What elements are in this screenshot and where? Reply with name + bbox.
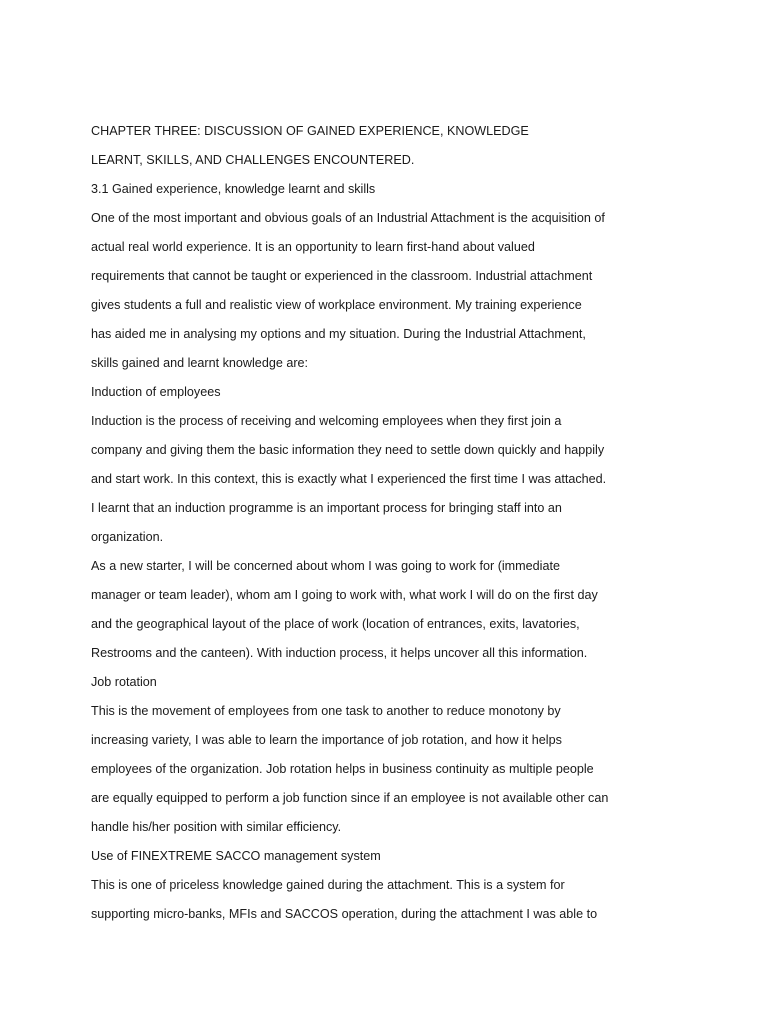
body-text-line: skills gained and learnt knowledge are: <box>91 356 309 370</box>
body-text-line: employees of the organization. Job rotation helps in business continuity as multiple people <box>91 762 594 776</box>
chapter-title-line-1: CHAPTER THREE: DISCUSSION OF GAINED EXPERIENCE, KNOWLEDGE <box>91 124 529 138</box>
subheading-finextreme: Use of FINEXTREME SACCO management system <box>91 849 381 863</box>
body-text-line: Induction is the process of receiving and welcoming employees when they first join a <box>91 414 562 428</box>
body-text-line: company and giving them the basic information they need to settle down quickly and happily <box>91 443 605 457</box>
body-text-line: gives students a full and realistic view of workplace environment. My training experience <box>91 298 582 312</box>
body-text-line: As a new starter, I will be concerned about whom I was going to work for (immediate <box>91 559 560 573</box>
body-text-line: are equally equipped to perform a job function since if an employee is not available other can <box>91 791 609 805</box>
body-text-line: requirements that cannot be taught or experienced in the classroom. Industrial attachment <box>91 269 593 283</box>
body-text-line: Restrooms and the canteen). With induction process, it helps uncover all this information. <box>91 646 588 660</box>
body-text-line: One of the most important and obvious goals of an Industrial Attachment is the acquisition of <box>91 211 605 225</box>
body-text-line: organization. <box>91 530 164 544</box>
body-text-line: increasing variety, I was able to learn the importance of job rotation, and how it helps <box>91 733 562 747</box>
body-text-line: This is the movement of employees from one task to another to reduce monotony by <box>91 704 561 718</box>
body-text-line: handle his/her position with similar efficiency. <box>91 820 342 834</box>
body-text-line: and the geographical layout of the place of work (location of entrances, exits, lavatories, <box>91 617 580 631</box>
section-heading: 3.1 Gained experience, knowledge learnt and skills <box>91 182 376 196</box>
body-text-line: This is one of priceless knowledge gained during the attachment. This is a system for <box>91 878 565 892</box>
body-text-line: has aided me in analysing my options and my situation. During the Industrial Attachment, <box>91 327 586 341</box>
body-text-line: actual real world experience. It is an opportunity to learn first-hand about valued <box>91 240 535 254</box>
body-text-line: supporting micro-banks, MFIs and SACCOS operation, during the attachment I was able to <box>91 907 598 921</box>
body-text-line: I learnt that an induction programme is an important process for bringing staff into an <box>91 501 562 515</box>
body-text-line: manager or team leader), whom am I going to work with, what work I will do on the first day <box>91 588 598 602</box>
subheading-job-rotation: Job rotation <box>91 675 157 689</box>
subheading-induction: Induction of employees <box>91 385 221 399</box>
chapter-title-line-2: LEARNT, SKILLS, AND CHALLENGES ENCOUNTERED. <box>91 153 415 167</box>
body-text-line: and start work. In this context, this is exactly what I experienced the first time I was attached. <box>91 472 607 486</box>
